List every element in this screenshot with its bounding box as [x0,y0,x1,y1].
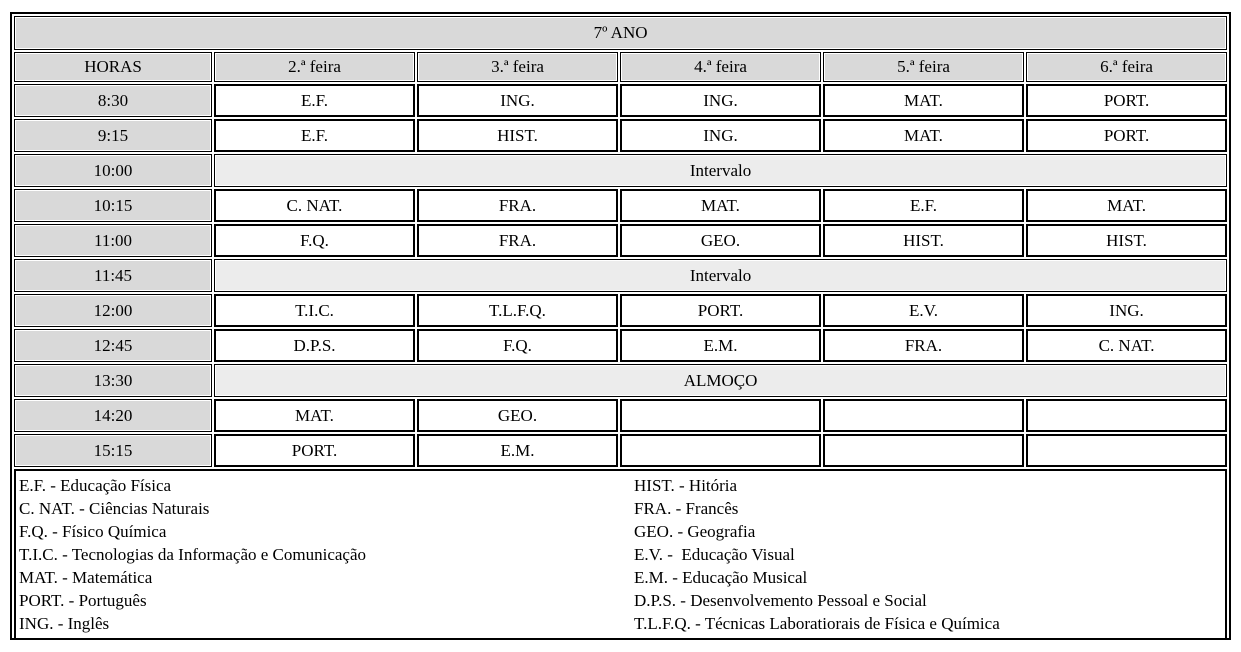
class-cell: F.Q. [214,224,415,257]
class-cell: E.M. [417,434,618,467]
class-cell-empty [823,399,1024,432]
time-cell: 13:30 [14,364,212,397]
day-header: 6.ª feira [1026,52,1227,82]
class-cell: PORT. [620,294,821,327]
class-cell: E.F. [214,84,415,117]
timetable-outer-border [10,12,1231,640]
class-cell-empty [620,434,821,467]
class-cell: HIST. [1026,224,1227,257]
class-cell: ING. [620,84,821,117]
class-cell: HIST. [417,119,618,152]
row-1330-lunch [14,364,1227,397]
class-cell: E.V. [823,294,1024,327]
title-row [14,16,1227,50]
class-cell: GEO. [620,224,821,257]
class-cell: MAT. [1026,189,1227,222]
legend-columns [19,474,1222,635]
class-cell: C. NAT. [1026,329,1227,362]
legend-line: E.M. - Educação Musical [634,568,808,587]
row-1145-break [14,259,1227,292]
legend-line: FRA. - Francês [634,499,739,518]
legend-line: C. NAT. - Ciências Naturais [19,499,210,518]
legend-line: F.Q. - Físico Química [19,522,167,541]
class-cell: E.F. [823,189,1024,222]
class-cell: ING. [1026,294,1227,327]
class-cell: GEO. [417,399,618,432]
break-cell: Intervalo [214,154,1227,187]
class-cell: F.Q. [417,329,618,362]
row-1000-break [14,154,1227,187]
row-1015 [14,189,1227,222]
legend-line: E.F. - Educação Física [19,476,172,495]
legend-line: GEO. - Geografia [634,522,756,541]
legend-row [14,469,1227,640]
time-cell: 14:20 [14,399,212,432]
class-cell: D.P.S. [214,329,415,362]
class-cell-empty [1026,399,1227,432]
time-cell: 8:30 [14,84,212,117]
row-0915 [14,119,1227,152]
class-cell: PORT. [1026,84,1227,117]
legend-line: HIST. - Hitória [634,476,738,495]
row-1100 [14,224,1227,257]
legend [14,469,1227,640]
legend-line: T.I.C. - Tecnologias da Informação e Comunicação [19,545,367,564]
day-header: 5.ª feira [823,52,1024,82]
row-1245 [14,329,1227,362]
class-cell-empty [620,399,821,432]
legend-line: MAT. - Matemática [19,568,153,587]
legend-line: T.L.F.Q. - Técnicas Laboratiorais de Física e Química [634,614,1000,633]
time-cell: 9:15 [14,119,212,152]
day-header: 2.ª feira [214,52,415,82]
legend-line: PORT. - Português [19,591,147,610]
row-1420 [14,399,1227,432]
row-0830 [14,84,1227,117]
time-cell: 15:15 [14,434,212,467]
class-cell: T.I.C. [214,294,415,327]
class-cell: ING. [417,84,618,117]
legend-column-right [634,474,1222,635]
class-cell: PORT. [214,434,415,467]
time-cell: 11:45 [14,259,212,292]
class-cell-empty [823,434,1024,467]
time-cell: 12:00 [14,294,212,327]
header-row [14,52,1227,82]
legend-column-left [19,474,634,635]
legend-line: E.V. - Educação Visual [634,545,795,564]
timetable [12,14,1229,642]
class-cell: MAT. [620,189,821,222]
page-title: 7º ANO [14,16,1227,50]
day-header: 4.ª feira [620,52,821,82]
class-cell: FRA. [417,224,618,257]
row-1200 [14,294,1227,327]
legend-line: D.P.S. - Desenvolvemento Pessoal e Social [634,591,927,610]
time-cell: 12:45 [14,329,212,362]
class-cell: MAT. [823,84,1024,117]
column-header-horas: HORAS [14,52,212,82]
lunch-cell: ALMOÇO [214,364,1227,397]
class-cell: FRA. [823,329,1024,362]
class-cell: C. NAT. [214,189,415,222]
class-cell: ING. [620,119,821,152]
time-cell: 11:00 [14,224,212,257]
class-cell: PORT. [1026,119,1227,152]
class-cell: T.L.F.Q. [417,294,618,327]
class-cell: HIST. [823,224,1024,257]
class-cell: E.M. [620,329,821,362]
row-1515 [14,434,1227,467]
class-cell: MAT. [214,399,415,432]
time-cell: 10:00 [14,154,212,187]
class-cell: MAT. [823,119,1024,152]
class-cell: E.F. [214,119,415,152]
class-cell-empty [1026,434,1227,467]
day-header: 3.ª feira [417,52,618,82]
legend-line: ING. - Inglês [19,614,110,633]
class-cell: FRA. [417,189,618,222]
break-cell: Intervalo [214,259,1227,292]
time-cell: 10:15 [14,189,212,222]
